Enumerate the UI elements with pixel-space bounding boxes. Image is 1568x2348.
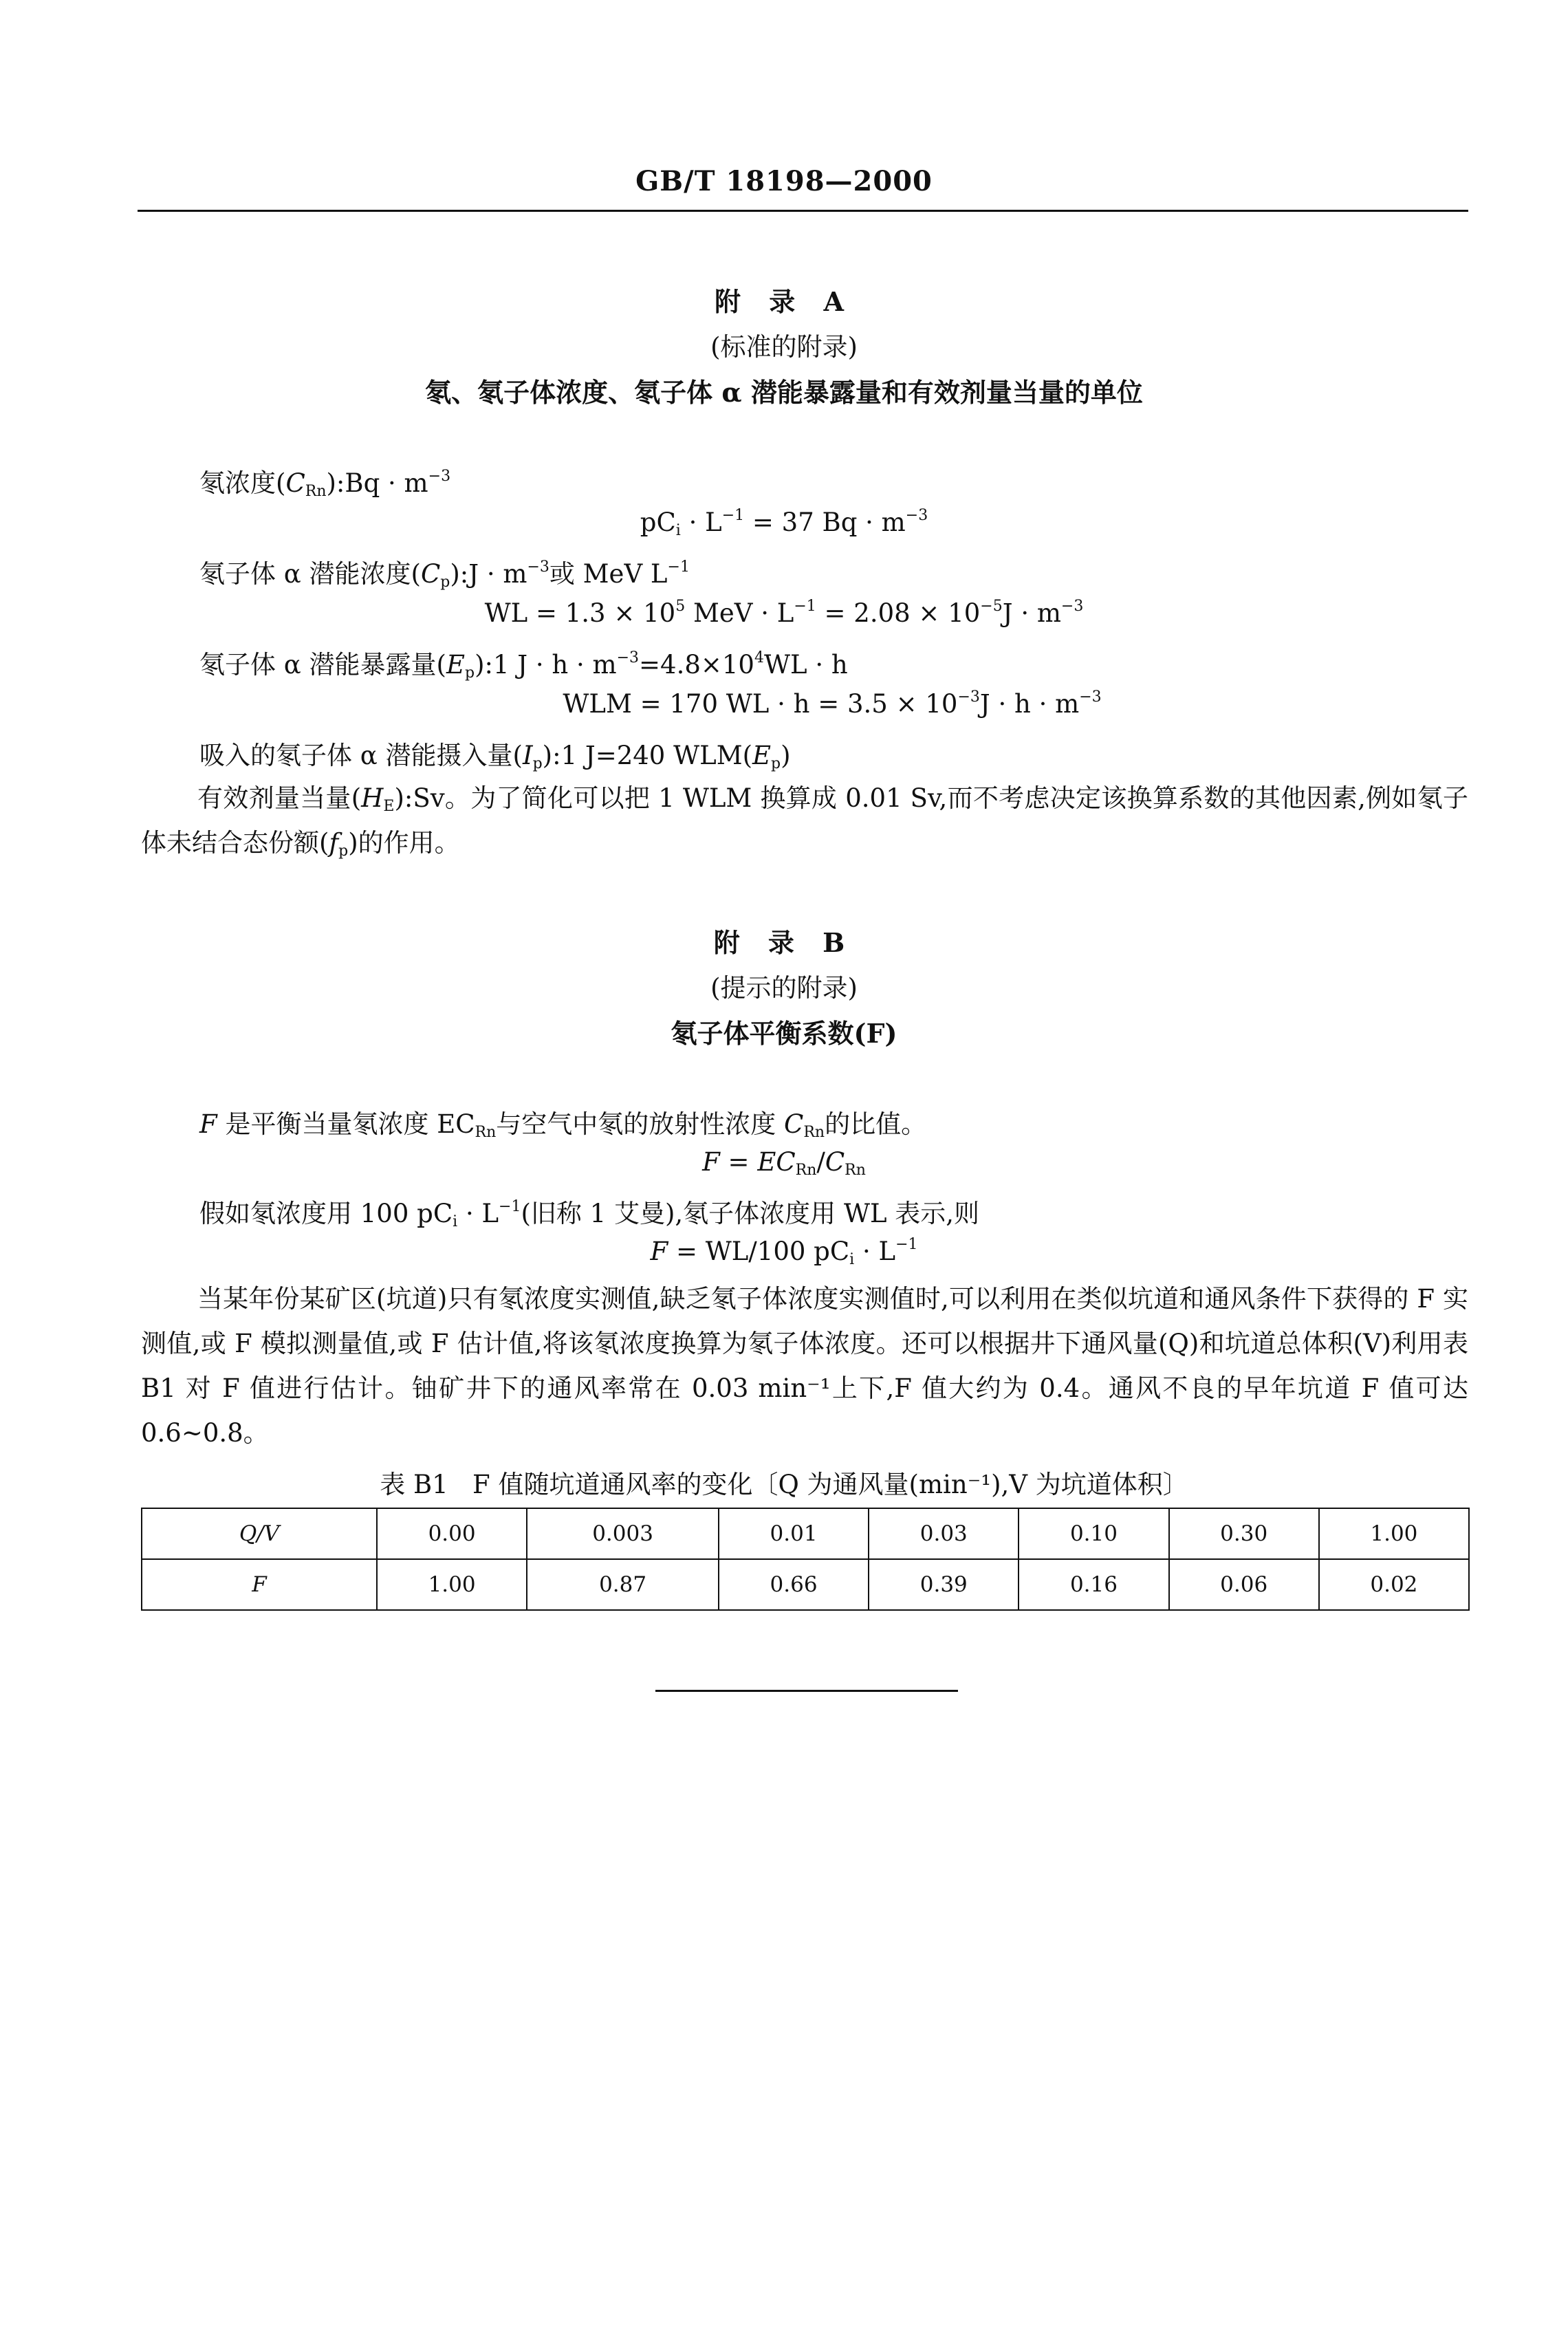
appendix-b-heading: 氡子体平衡系数(F): [671, 1018, 897, 1049]
wl-ratio-formula: F = WL/100 $pC_i \cdot L^{-1}$: [650, 1236, 918, 1268]
table-cell: 0.03: [869, 1508, 1019, 1559]
table-cell: 0.10: [1019, 1508, 1168, 1559]
appendix-a-subtitle: (标准的附录): [710, 332, 858, 362]
potential-concentration-line: 氡子体 α 潜能浓度$(C_p):J \cdot m^{-3}$或 MeV $L^{-1}$: [199, 558, 690, 591]
table-cell: 0.06: [1169, 1559, 1319, 1610]
table-row: [142, 1559, 1469, 1610]
table-cell: 0.39: [869, 1559, 1019, 1610]
table-cell: 0.16: [1019, 1559, 1168, 1610]
table-cell: 1.00: [1319, 1508, 1469, 1559]
table-b1: [141, 1508, 1470, 1611]
intake-line: 吸入的氡子体 α 潜能摄入量$(I_p):1$ J=240 $WLM(E_p)$: [199, 741, 791, 772]
row-label-qv: Q/V: [142, 1508, 377, 1559]
appendix-a-heading: 氡、氡子体浓度、氡子体 α 潜能暴露量和有效剂量当量的单位: [425, 377, 1143, 408]
appendix-b-title: 附 录 B: [713, 927, 855, 958]
table-row: [142, 1508, 1469, 1559]
unit-assumption-line: 假如氡浓度用 100 $pC_i \cdot L^{-1}$(旧称 1 艾曼),氡子体浓度用 WL 表示,则: [199, 1198, 980, 1230]
table-cell: 1.00: [377, 1559, 527, 1610]
equilibrium-definition: F 是平衡当量氡浓度 $EC_{Rn}$与空气中氡的放射性浓度 $C_{Rn}$的比值。: [199, 1109, 927, 1141]
appendix-b-subtitle: (提示的附录): [710, 973, 858, 1003]
table-cell: 0.003: [527, 1508, 719, 1559]
header-rule: [138, 210, 1468, 212]
appendix-a-title: 附 录 A: [715, 286, 853, 317]
table-cell: 0.01: [719, 1508, 869, 1559]
table-cell: 0.02: [1319, 1559, 1469, 1610]
row-label-f: F: [142, 1559, 377, 1610]
table-cell: 0.87: [527, 1559, 719, 1610]
table-cell: 0.66: [719, 1559, 869, 1610]
effective-dose-paragraph: 有效剂量当量$(H_E):Sv$。为了简化可以把 1 WLM 换算成 0.01 Sv,而不考虑决定该换算系数的其他因素,例如氡子体未结合态份额$(f_p)$的作用。: [141, 783, 1468, 860]
radon-concentration-line: 氡浓度$(C_{Rn}):Bq \cdot m^{-3}$: [199, 468, 451, 500]
table-caption: 表 B1 F 值随坑道通风率的变化〔Q 为通风量(min⁻¹),V 为坑道体积〕: [380, 1470, 1188, 1499]
wl-equation: WL = $1.3 \times 10^5$ MeV · $L^{-1} = 2.08 \times 10^{-5}J \cdot m^{-3}$: [484, 598, 1084, 628]
estimation-paragraph: 当某年份某矿区(坑道)只有氡浓度实测值,缺乏氡子体浓度实测值时,可以利用在类似坑道和通风条件下获得的 F 实测值,或 F 模拟测量值,或 F 估计值,将该氡浓度换算为氡子体浓度。还可以根据井下通风量(Q)和坑道总体积(V)利用表 B1 对 F 值进行估计。铀矿井下的通风率常在 0.03 min⁻¹上下,F 值大约为 0.4。通风不良的早年坑道 F 值可达 0.6~0.8。: [141, 1284, 1468, 1448]
document-code: GB/T 18198—2000: [635, 165, 933, 197]
wlm-equation: WLM = 170 WL · $h = 3.5 \times 10^{-3}J \cdot h \cdot m^{-3}$: [563, 688, 1102, 719]
end-rule: [655, 1690, 958, 1692]
equilibrium-formula: $F = EC_{Rn}/C_{Rn}$: [702, 1147, 866, 1179]
radon-equation: $pC_i \cdot L^{-1} = 37$ $Bq \cdot m^{-3}$: [640, 507, 928, 539]
table-cell: 0.00: [377, 1508, 527, 1559]
table-cell: 0.30: [1169, 1508, 1319, 1559]
potential-exposure-line: 氡子体 α 潜能暴露量$(E_p):1$ $J \cdot h \cdot m^{-3}=4.8\times 10^4WL \cdot h$: [199, 649, 848, 682]
